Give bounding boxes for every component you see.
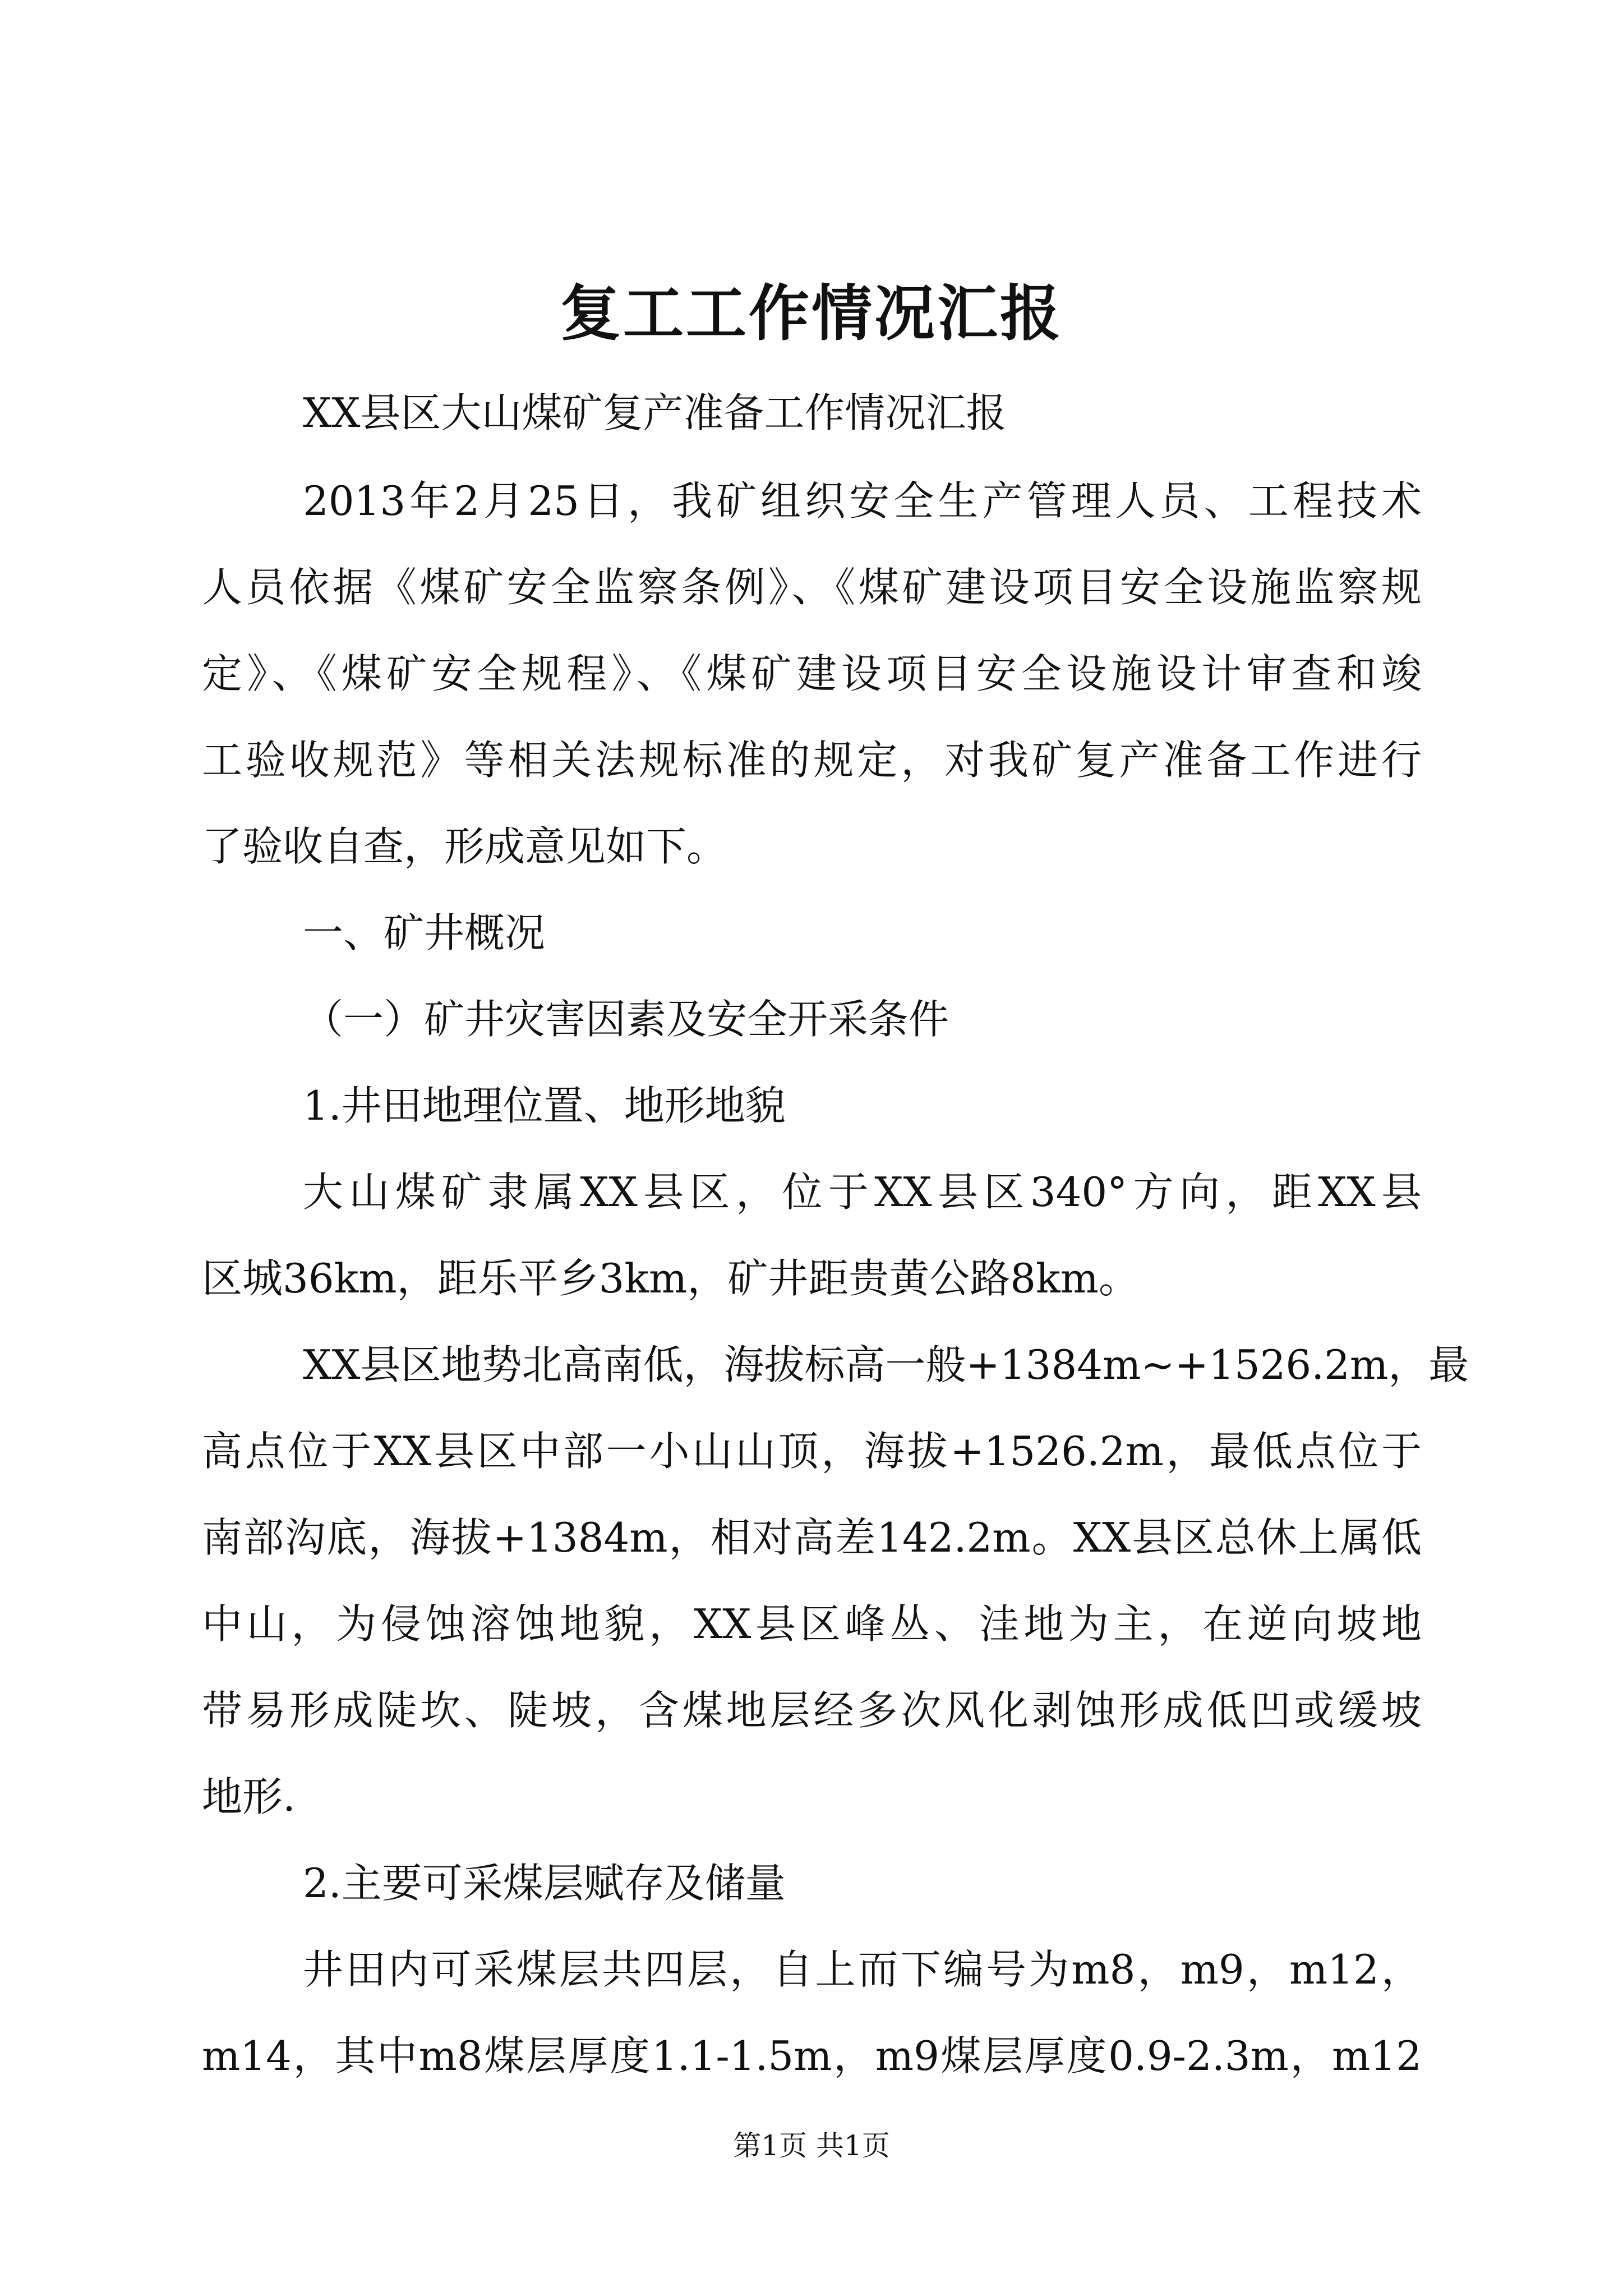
para1-line-5: 了验收自查，形成意见如下。	[202, 823, 727, 870]
section-heading-1: 一、矿井概况	[303, 909, 546, 956]
document-subtitle: XX县区大山煤矿复产准备工作情况汇报	[303, 389, 1007, 436]
document-title: 复工工作情况汇报	[560, 278, 1063, 349]
para1-line-1: 2013年2月25日，我矿组织安全生产管理人员、工程技术	[303, 477, 1422, 524]
para3-line-3: 南部沟底，海拔+1384m，相对高差142.2m。XX县区总休上属低	[202, 1514, 1422, 1561]
para1-line-2: 人员依据《煤矿安全监察条例》、《煤矿建设项目安全设施监察规	[202, 564, 1422, 611]
para3-line-6: 地形.	[202, 1773, 296, 1820]
section-heading-4: 2.主要可采煤层赋存及储量	[303, 1860, 786, 1907]
para1-line-4: 工验收规范》等相关法规标准的规定，对我矿复产准备工作进行	[202, 737, 1422, 784]
para1-line-3: 定》、《煤矿安全规程》、《煤矿建设项目安全设施设计审查和竣	[202, 650, 1422, 697]
para4-line-2: m14，其中m8煤层厚度1.1-1.5m，m9煤层厚度0.9-2.3m，m12	[202, 2032, 1422, 2079]
para2-line-2: 区城36km，距乐平乡3km，矿井距贵黄公路8km。	[202, 1255, 1139, 1302]
section-heading-3: 1.井田地理位置、地形地貌	[303, 1082, 786, 1129]
para3-line-4: 中山，为侵蚀溶蚀地貌，XX县区峰丛、洼地为主，在逆向坡地	[202, 1600, 1422, 1648]
para3-line-5: 带易形成陡坎、陡坡，含煤地层经多次风化剥蚀形成低凹或缓坡	[202, 1687, 1422, 1734]
para2-line-1: 大山煤矿隶属XX县区，位于XX县区340°方向，距XX县	[303, 1168, 1422, 1216]
para4-line-1: 井田内可采煤层共四层，自上而下编号为m8，m9，m12，	[303, 1946, 1422, 1993]
page-footer: 第1页 共1页	[733, 2129, 890, 2162]
para3-line-1: XX县区地势北高南低，海拔标高一般+1384m~+1526.2m，最	[303, 1341, 1469, 1388]
para3-line-2: 高点位于XX县区中部一小山山顶，海拔+1526.2m，最低点位于	[202, 1428, 1422, 1475]
section-heading-2: （一）矿井灾害因素及安全开采条件	[303, 996, 949, 1043]
